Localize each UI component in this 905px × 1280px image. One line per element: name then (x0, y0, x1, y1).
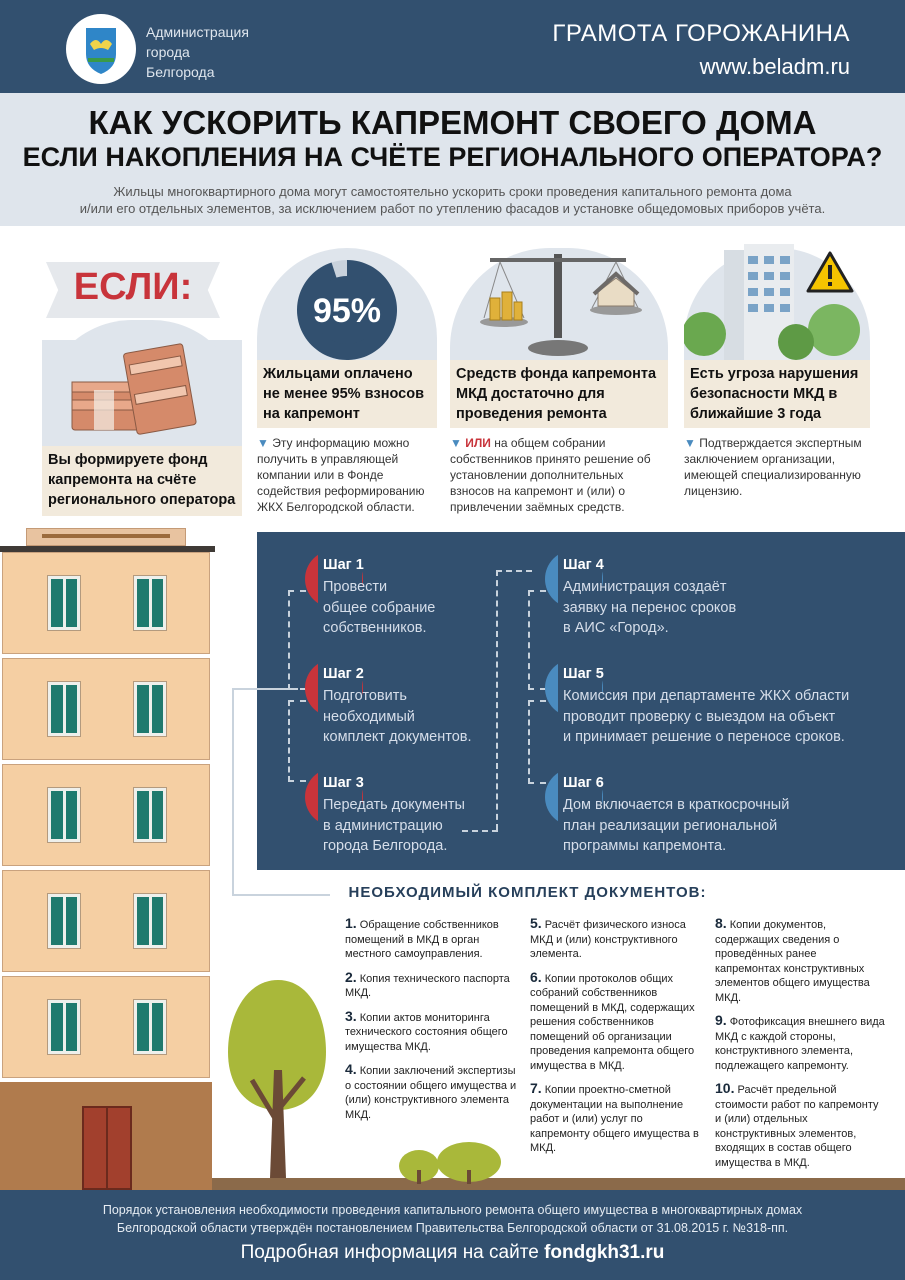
money-stack-icon (64, 340, 214, 440)
window-frame (63, 791, 66, 839)
if-label: ЕСЛИ: (73, 266, 193, 308)
window-frame (149, 1003, 152, 1051)
document-item: 4. Копии заключений экспертизы о состоянии общего имущества и (или) конструктивного элемента МКД. (345, 1061, 517, 1121)
window-frame (149, 791, 152, 839)
percent-gauge (281, 248, 413, 360)
document-item: 5. Расчёт физического износа МКД и (или) конструктивного элемента. (530, 915, 686, 960)
step-4: Шаг 4 Администрация создаёт заявку на перенос сроков в АИС «Город». (563, 557, 737, 636)
documents-column-2 (530, 916, 705, 1156)
document-item: 10. Расчёт предельной стоимости работ по капремонту и (или) отдельных конструктивных элементов, входящих в состав общего имущества в МКД. (715, 1080, 879, 1169)
website-link[interactable]: www.beladm.ru (699, 54, 850, 79)
scales-icon (470, 248, 650, 360)
footer-legal-note: Порядок установления необходимости проведения капитального ремонта общего имущества в многоквартирных домах Белгородской области утверждён постановлением Правительства Белгородской области от 31.08.2015 г. №318-пп. (102, 1203, 803, 1235)
building-window (134, 788, 166, 842)
building-window (134, 894, 166, 948)
document-item: 2. Копия технического паспорта МКД. (345, 968, 510, 999)
footer-site-link[interactable]: fondgkh31.ru (544, 1242, 665, 1263)
step-5: Шаг 5 Комиссия при департаменте ЖКХ области проводит проверку с выездом на объект и принимает решение о переносе сроков. (563, 666, 850, 745)
building-floor (2, 764, 210, 866)
window-frame (149, 897, 152, 945)
step-3: Шаг 3 Передать документы в администрацию города Белгорода. (323, 775, 465, 854)
city-emblem-logo (66, 14, 136, 84)
window-frame (63, 685, 66, 733)
document-item: 8. Копии документов, содержащих сведения о проведённых ранее капремонтах конструктивных элементов общего имущества МКД. (715, 915, 870, 1004)
organization-name: Администрация города Белгорода (146, 24, 249, 80)
building-floor (2, 552, 210, 654)
danger-condition-label: Есть угроза нарушения безопасности МКД в ближайшие 3 года (684, 360, 870, 428)
step-2: Шаг 2 Подготовить необходимый комплект документов. (323, 666, 472, 745)
footer-more-info: Подробная информация на сайте fondgkh31.ru (240, 1242, 665, 1263)
building-window (134, 1000, 166, 1054)
bushes-illustration (395, 1140, 515, 1184)
building-window (48, 682, 80, 736)
window-frame (63, 579, 66, 627)
funds-condition-note: ▼ ИЛИ на общем собрании собственников принято решение об установлении дополнительных взносов на капремонт и (или) о привлечении заёмных средств. (450, 436, 651, 514)
step-1: Шаг 1 Провести общее собрание собственников. (323, 557, 436, 636)
step-6: Шаг 6 Дом включается в краткосрочный план реализации региональной программы капремонта. (563, 775, 790, 854)
headline-line2: ЕСЛИ НАКОПЛЕНИЯ НА СЧЁТЕ РЕГИОНАЛЬНОГО ОПЕРАТОРА? (22, 142, 883, 172)
building-window (48, 894, 80, 948)
warning-icon (806, 250, 854, 294)
building-window (134, 576, 166, 630)
building-floor (2, 870, 210, 972)
paid-condition-note: ▼ Эту информацию можно получить в управляющей компании или в Фонде содействия реформированию ЖКХ Белгородской области. (257, 436, 425, 514)
docs-connector-bottom (232, 894, 332, 896)
docs-connector-vertical (232, 688, 234, 896)
documents-column-1 (345, 916, 517, 1122)
building-floor (2, 658, 210, 760)
documents-column-3 (715, 916, 885, 1170)
building-window (134, 682, 166, 736)
publication-title: ГРАМОТА ГОРОЖАНИНА (552, 20, 850, 47)
step-connector-3-4-top (496, 570, 532, 572)
building-floor (2, 976, 210, 1078)
paid-condition-label: Жильцами оплачено не менее 95% взносов на капремонт (257, 360, 437, 428)
window-frame (63, 1003, 66, 1051)
window-frame (149, 579, 152, 627)
triangle-down-icon: ▼ (684, 436, 696, 450)
step-connector-2-3 (288, 700, 306, 782)
tree-illustration (218, 960, 338, 1180)
triangle-down-icon: ▼ (450, 436, 462, 450)
door-divider (106, 1108, 108, 1188)
danger-condition-note: ▼ Подтверждается экспертным заключением организации, имеющей специализированную лицензию. (684, 436, 862, 498)
document-item: 3. Копии актов мониторинга технического состояния общего имущества МКД. (345, 1007, 508, 1053)
document-item: 6. Копии протоколов общих собраний собственников помещений в МКД, содержащих решения собственников помещений об организации проведения капремонта общего имущества в МКД. (530, 968, 695, 1072)
step-connector-4-5 (528, 590, 546, 690)
step-connector-1-2 (288, 590, 306, 690)
fund-condition-label: Вы формируете фонд капремонта на счёте регионального оператора (42, 446, 242, 516)
funds-condition-label: Средств фонда капремонта МКД достаточно для проведения ремонта (450, 360, 668, 428)
percent-gauge-value: 95% (312, 292, 382, 330)
building-window (48, 788, 80, 842)
triangle-down-icon: ▼ (257, 436, 269, 450)
document-item: 1. Обращение собственников помещений в МКД в орган местного самоуправления. (345, 915, 499, 960)
step-connector-5-6 (528, 700, 546, 784)
headline-line1: КАК УСКОРИТЬ КАПРЕМОНТ СВОЕГО ДОМА (88, 104, 817, 141)
window-frame (63, 897, 66, 945)
intro-text: Жильцы многоквартирного дома могут самостоятельно ускорить сроки проведения капитального ремонта дома и/или его отдельных элементов, за исключением работ по утеплению фасадов и установке общедомовых приборов учёта. (79, 184, 826, 216)
window-frame (149, 685, 152, 733)
document-item: 9. Фотофиксация внешнего вида МКД с каждой стороны, конструктивного элемента, подлежащего капремонту. (715, 1012, 885, 1072)
document-item: 7. Копии проектно-сметной документации на выполнение работ и (или) услуг по капремонту общего имущества в МКД. (530, 1080, 699, 1154)
building-window (48, 1000, 80, 1054)
roof-vent-line (42, 534, 170, 538)
building-window (48, 576, 80, 630)
documents-heading: НЕОБХОДИМЫЙ КОМПЛЕКТ ДОКУМЕНТОВ: (330, 880, 725, 908)
